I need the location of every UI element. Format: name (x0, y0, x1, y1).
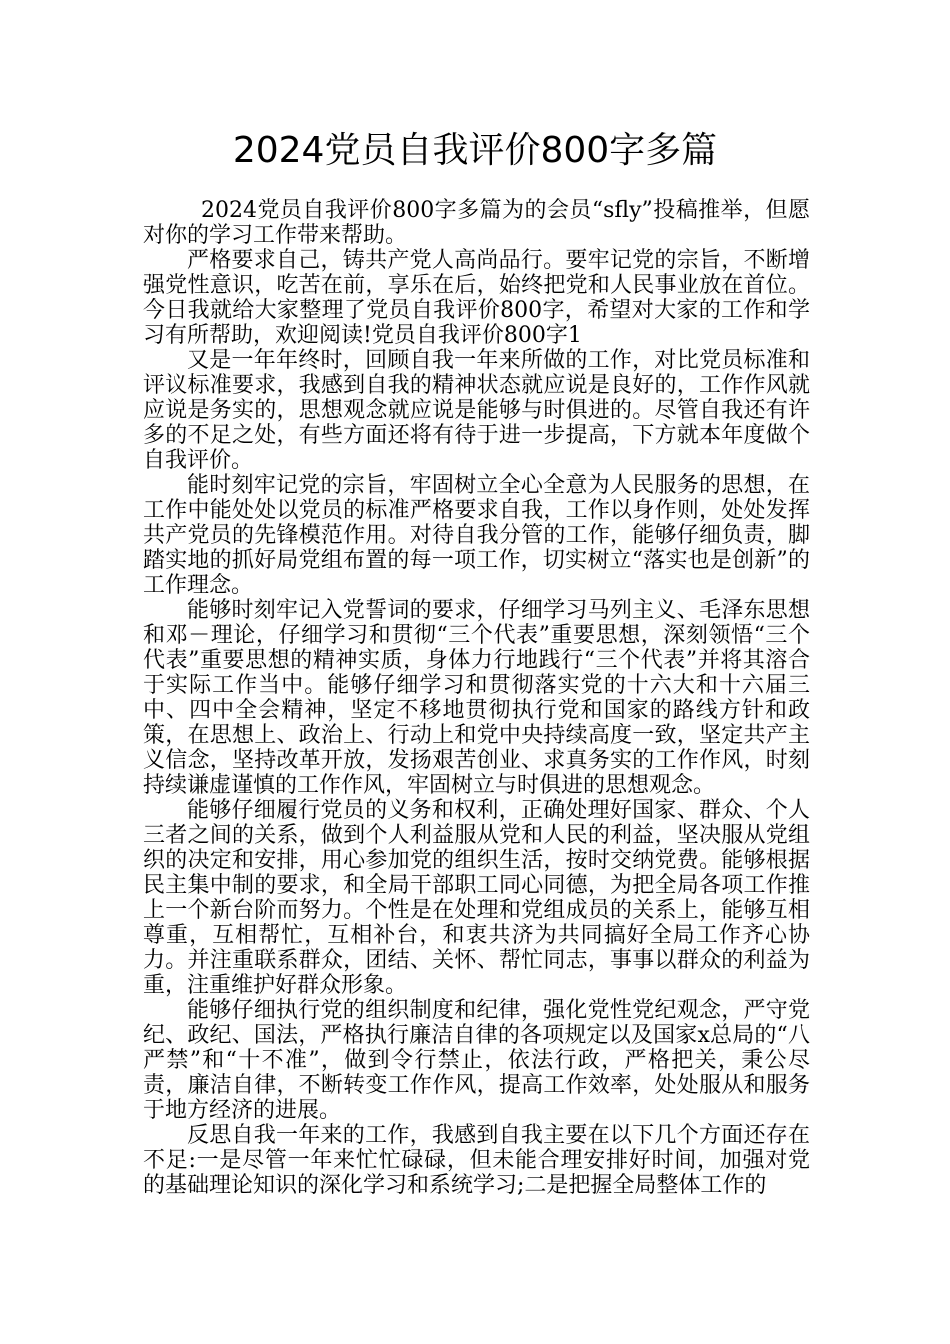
paragraph: 反思自我一年来的工作，我感到自我主要在以下几个方面还存在不足:一是尽管一年来忙忙碌碌，但未能合理安排好时间，加强对党的基础理论知识的深化学习和系统学习;二是把握全局整体工作的 (143, 1123, 810, 1198)
paragraph: 能够仔细执行党的组织制度和纪律，强化党性党纪观念，严守党纪、政纪、国法，严格执行廉洁自律的各项规定以及国家x总局的“八严禁”和“十不准”，做到令行禁止，依法行政，严格把关，秉公尽责，廉洁自律，不断转变工作作风，提高工作效率，处处服从和服务于地方经济的进展。 (143, 998, 810, 1123)
paragraph: 能够时刻牢记入党誓词的要求，仔细学习马列主义、毛泽东思想和邓－理论，仔细学习和贯彻“三个代表”重要思想，深刻领悟“三个代表”重要思想的精神实质，身体力行地践行“三个代表”并将其溶合于实际工作当中。能够仔细学习和贯彻落实党的十六大和十六届三中、四中全会精神，坚定不移地贯彻执行党和国家的路线方针和政策，在思想上、政治上、行动上和党中央持续高度一致，坚定共产主义信念，坚持改革开放，发扬艰苦创业、求真务实的工作作风，时刻持续谦虚谨慎的工作作风，牢固树立与时俱进的思想观念。 (143, 598, 810, 798)
document-title: 2024党员自我评价800字多篇 (232, 130, 718, 171)
paragraph: 能时刻牢记党的宗旨，牢固树立全心全意为人民服务的思想，在工作中能处处以党员的标准严格要求自我，工作以身作则，处处发挥共产党员的先锋模范作用。对待自我分管的工作，能够仔细负责，脚踏实地的抓好局党组布置的每一项工作，切实树立“落实也是创新”的工作理念。 (143, 473, 810, 598)
paragraph: 严格要求自己，铸共产党人高尚品行。要牢记党的宗旨，不断增强党性意识，吃苦在前，享乐在后，始终把党和人民事业放在首位。今日我就给大家整理了党员自我评价800字，希望对大家的工作和学习有所帮助，欢迎阅读!党员自我评价800字1 (143, 248, 810, 348)
paragraph: 又是一年年终时，回顾自我一年来所做的工作，对比党员标准和评议标准要求，我感到自我的精神状态就应说是良好的，工作作风就应说是务实的，思想观念就应说是能够与时俱进的。尽管自我还有许多的不足之处，有些方面还将有待于进一步提高，下方就本年度做个自我评价。 (143, 348, 810, 473)
paragraph: 能够仔细履行党员的义务和权利，正确处理好国家、群众、个人三者之间的关系，做到个人利益服从党和人民的利益，坚决服从党组织的决定和安排，用心参加党的组织生活，按时交纳党费。能够根据民主集中制的要求，和全局干部职工同心同德，为把全局各项工作推上一个新台阶而努力。个性是在处理和党组成员的关系上，能够互相尊重，互相帮忙，互相补台，和衷共济为共同搞好全局工作齐心协力。并注重联系群众，团结、关怀、帮忙同志，事事以群众的利益为重，注重维护好群众形象。 (143, 798, 810, 998)
paragraph-intro: 2024党员自我评价800字多篇为的会员“sfly”投稿推举，但愿对你的学习工作带来帮助。 (143, 198, 810, 248)
document-body (143, 198, 810, 1198)
